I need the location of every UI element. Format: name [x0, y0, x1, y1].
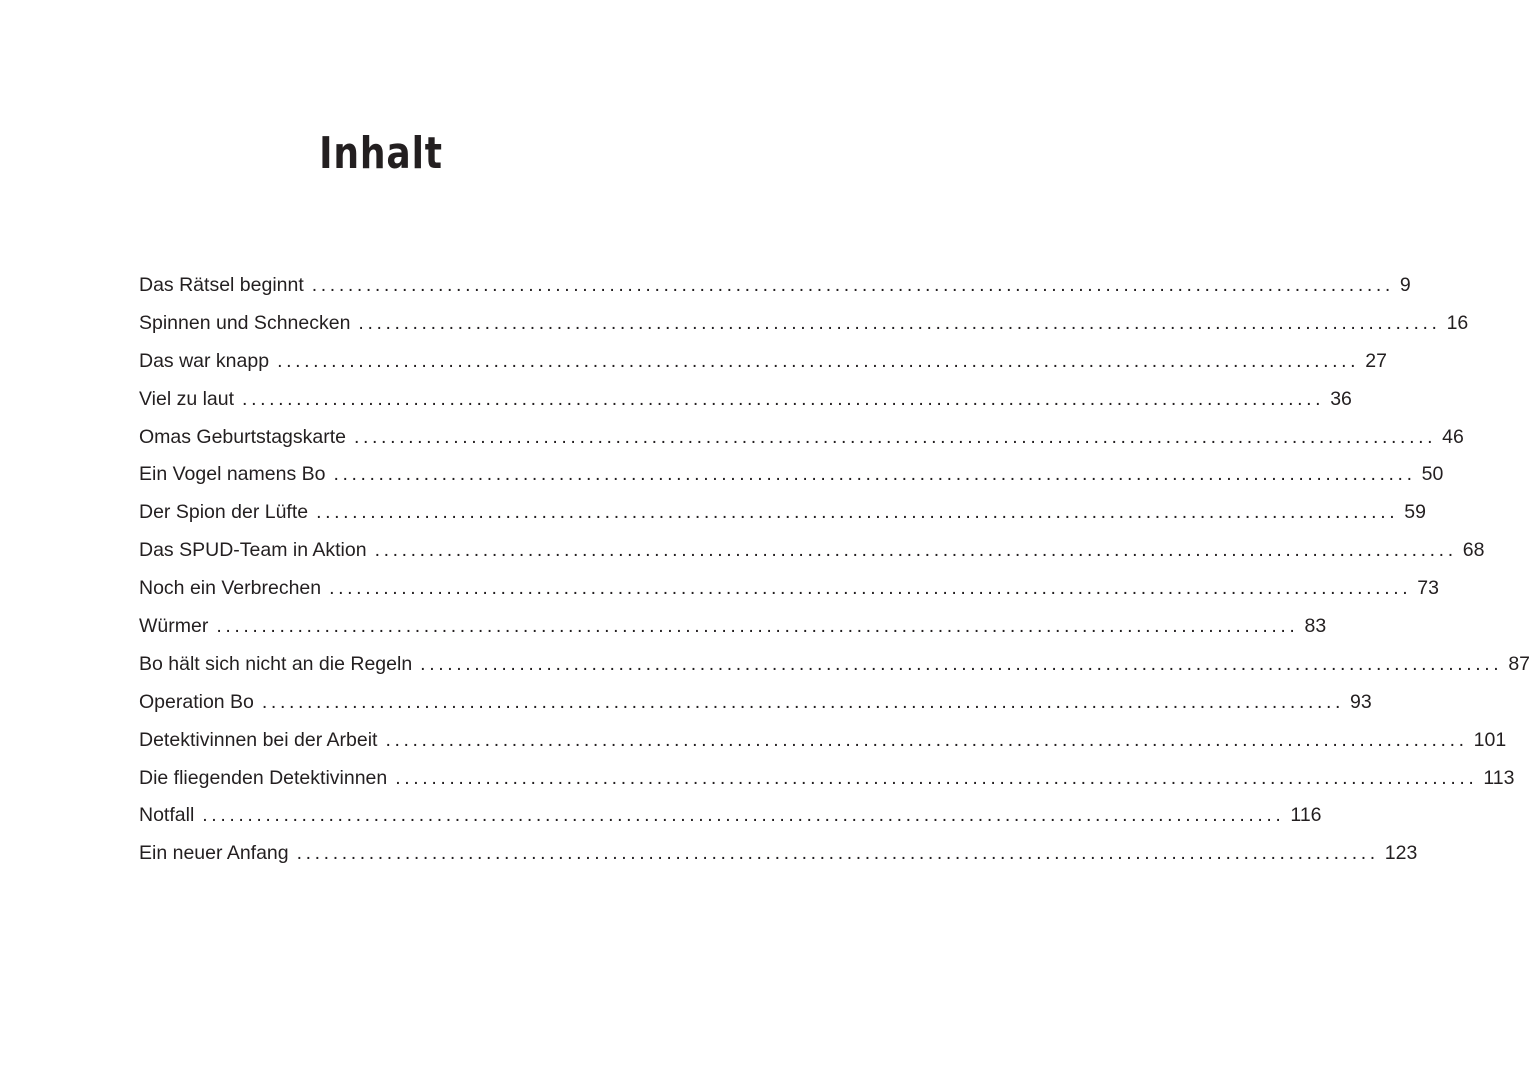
toc-entry-title: Das SPUD-Team in Aktion [139, 539, 367, 562]
toc-entry [139, 349, 1387, 388]
table-of-contents [139, 274, 1530, 880]
toc-entry [139, 387, 1352, 426]
toc-entry-title: Viel zu laut [139, 387, 235, 410]
toc-entry-page: 9 [1399, 274, 1411, 296]
toc-entry [139, 274, 1411, 312]
toc-leader-dots: ........................................................................................................................ [261, 690, 1345, 713]
toc-leader-dots: ........................................................................................................................ [358, 311, 1441, 334]
toc-leader-dots: ........................................................................................................................ [395, 766, 1478, 789]
toc-entry-page: 16 [1446, 311, 1469, 334]
toc-entry-title: Der Spion der Lüfte [139, 501, 309, 524]
toc-entry-page: 27 [1365, 349, 1387, 372]
toc-leader-dots: ........................................................................................................................ [277, 349, 1360, 372]
toc-entry [139, 311, 1469, 350]
toc-entry-page: 73 [1417, 577, 1439, 600]
toc-leader-dots: ........................................................................................................................ [374, 539, 1457, 562]
toc-entry-title: Operation Bo [139, 690, 254, 713]
toc-leader-dots: ........................................................................................................................ [333, 463, 1416, 486]
toc-leader-dots: ........................................................................................................................ [316, 501, 1399, 524]
toc-entry-page: 68 [1462, 539, 1485, 562]
toc-leader-dots: ........................................................................................................................ [354, 425, 1437, 448]
toc-entry-page: 36 [1330, 387, 1352, 410]
toc-leader-dots: ........................................................................................................................ [296, 842, 1379, 865]
toc-leader-dots: ........................................................................................................................ [216, 615, 1299, 638]
toc-entry-page: 59 [1404, 501, 1426, 524]
toc-entry-title: Ein Vogel namens Bo [139, 463, 326, 486]
page-title: Inhalt [319, 128, 443, 179]
toc-entry-page: 83 [1304, 615, 1327, 638]
toc-entry [139, 690, 1372, 729]
toc-entry-page: 87 [1508, 652, 1530, 675]
toc-leader-dots: ........................................................................................................................ [385, 728, 1468, 751]
toc-leader-dots: ........................................................................................................................ [242, 387, 1325, 410]
toc-entry [139, 766, 1515, 805]
toc-entry-page: 46 [1442, 425, 1464, 448]
toc-entry-page: 113 [1483, 766, 1515, 789]
toc-entry-title: Detektivinnen bei der Arbeit [139, 728, 378, 751]
toc-entry-title: Spinnen und Schnecken [139, 311, 351, 334]
toc-leader-dots: ........................................................................................................................ [420, 652, 1503, 675]
toc-leader-dots: ........................................................................................................................ [311, 274, 1394, 296]
toc-leader-dots: ........................................................................................................................ [202, 804, 1285, 827]
toc-entry [139, 539, 1485, 577]
toc-entry-page: 50 [1421, 463, 1444, 486]
toc-entry-page: 93 [1350, 690, 1372, 713]
toc-entry-title: Die fliegenden Detektivinnen [139, 766, 388, 789]
toc-entry [139, 804, 1322, 842]
toc-entry [139, 652, 1530, 691]
toc-entry [139, 577, 1439, 615]
toc-entry [139, 728, 1507, 767]
toc-entry-title: Ein neuer Anfang [139, 842, 289, 865]
toc-entry [139, 615, 1327, 653]
toc-leader-dots: ........................................................................................................................ [329, 577, 1412, 600]
toc-entry-title: Das war knapp [139, 349, 270, 372]
toc-entry-title: Omas Geburtstagskarte [139, 425, 346, 448]
toc-entry [139, 501, 1426, 539]
toc-entry-title: Würmer [139, 615, 209, 638]
toc-entry-title: Noch ein Verbrechen [139, 577, 322, 600]
toc-entry-page: 116 [1290, 804, 1322, 827]
toc-entry-title: Notfall [139, 804, 195, 827]
toc-entry [139, 842, 1418, 880]
toc-entry-title: Das Rätsel beginnt [139, 274, 304, 296]
toc-entry [139, 463, 1444, 501]
toc-entry-title: Bo hält sich nicht an die Regeln [139, 652, 413, 675]
toc-entry-page: 123 [1384, 842, 1418, 865]
toc-entry-page: 101 [1473, 728, 1507, 751]
toc-entry [139, 425, 1464, 464]
